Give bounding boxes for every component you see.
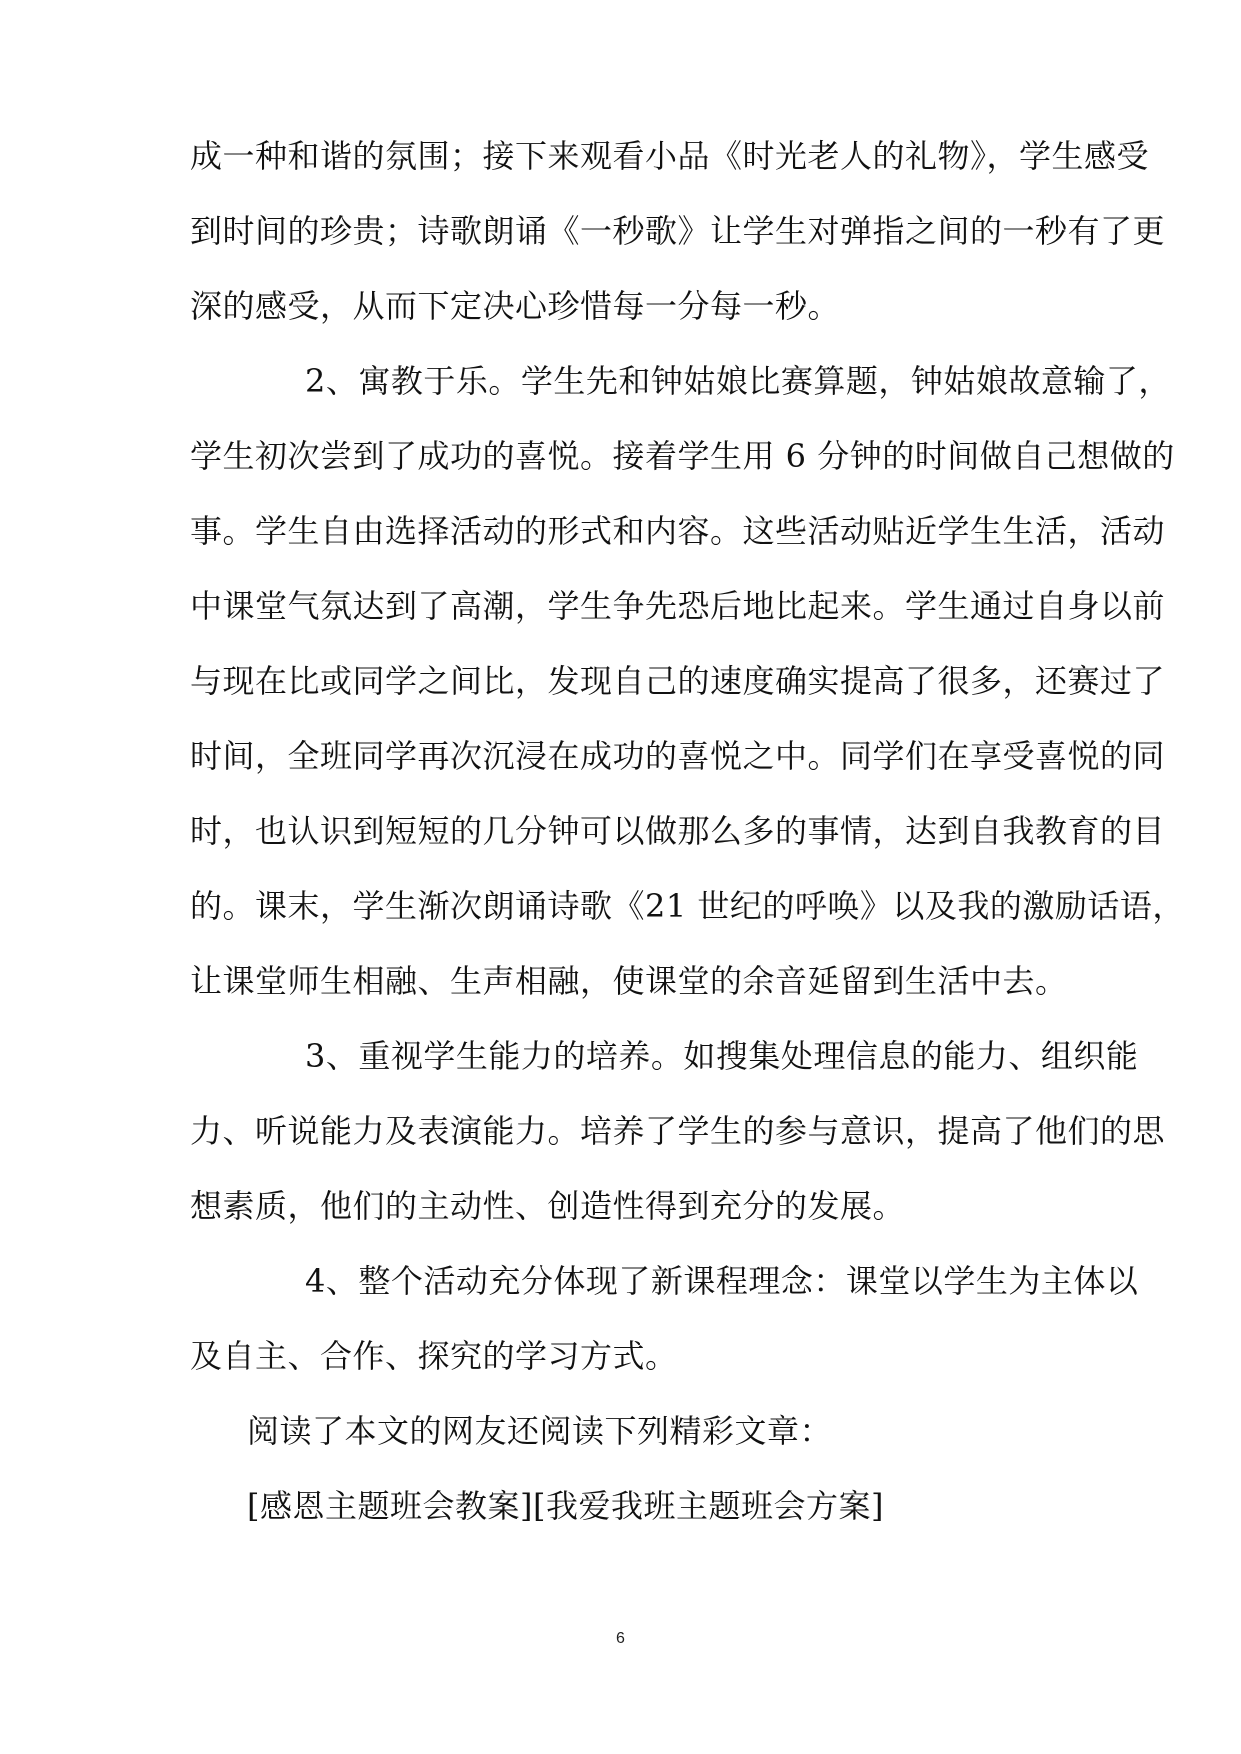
text-line: 事。学生自由选择活动的形式和内容。这些活动贴近学生生活，活动 bbox=[190, 512, 1166, 550]
text-line: 力、听说能力及表演能力。培养了学生的参与意识，提高了他们的思 bbox=[190, 1112, 1166, 1150]
text-line: 中课堂气氛达到了高潮，学生争先恐后地比起来。学生通过自身以前 bbox=[190, 587, 1166, 625]
paragraph-heading-4: 4、整个活动充分体现了新课程理念：课堂以学生为主体以 bbox=[305, 1262, 1139, 1300]
related-articles-intro: 阅读了本文的网友还阅读下列精彩文章： bbox=[247, 1412, 833, 1450]
text-line: 想素质，他们的主动性、创造性得到充分的发展。 bbox=[190, 1187, 906, 1225]
paragraph-heading-3: 3、重视学生能力的培养。如搜集处理信息的能力、组织能 bbox=[305, 1037, 1139, 1075]
text-line: 的。课末，学生渐次朗诵诗歌《21 世纪的呼唤》以及我的激励话语， bbox=[190, 887, 1185, 925]
text-line: 让课堂师生相融、生声相融，使课堂的余音延留到生活中去。 bbox=[190, 962, 1068, 1000]
text-line: 深的感受，从而下定决心珍惜每一分每一秒。 bbox=[190, 287, 841, 325]
page-number: 6 bbox=[616, 1630, 625, 1647]
related-articles-links[interactable]: [感恩主题班会教案][我爱我班主题班会方案] bbox=[247, 1487, 884, 1525]
text-line: 成一种和谐的氛围；接下来观看小品《时光老人的礼物》，学生感受 bbox=[190, 137, 1150, 175]
text-line: 学生初次尝到了成功的喜悦。接着学生用 6 分钟的时间做自己想做的 bbox=[190, 437, 1175, 475]
paragraph-heading-2: 2、寓教于乐。学生先和钟姑娘比赛算题，钟姑娘故意输了， bbox=[305, 362, 1171, 400]
text-line: 时，也认识到短短的几分钟可以做那么多的事情，达到自我教育的目 bbox=[190, 812, 1166, 850]
text-line: 及自主、合作、探究的学习方式。 bbox=[190, 1337, 678, 1375]
text-line: 与现在比或同学之间比，发现自己的速度确实提高了很多，还赛过了 bbox=[190, 662, 1166, 700]
text-line: 到时间的珍贵；诗歌朗诵《一秒歌》让学生对弹指之间的一秒有了更 bbox=[190, 212, 1166, 250]
text-line: 时间，全班同学再次沉浸在成功的喜悦之中。同学们在享受喜悦的同 bbox=[190, 737, 1166, 775]
